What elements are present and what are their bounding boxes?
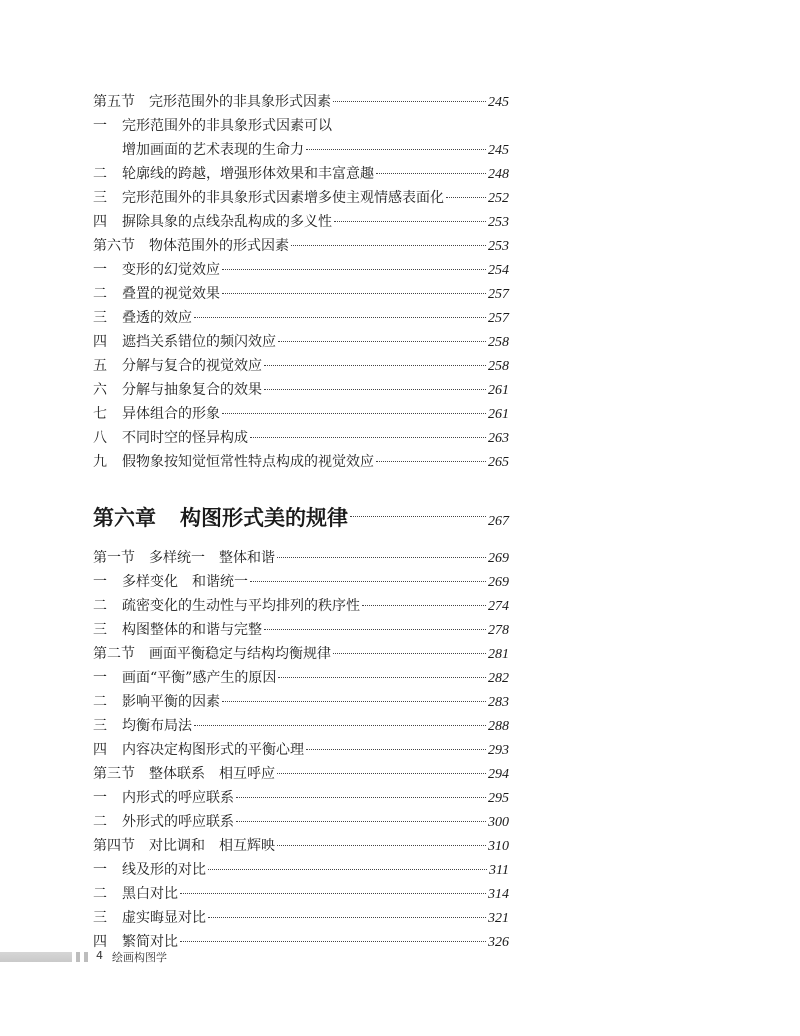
toc-page-number: 269	[488, 575, 509, 590]
toc-section	[93, 546, 509, 570]
toc-page-number: 274	[488, 599, 509, 614]
toc-page-number: 295	[488, 791, 509, 806]
toc-page-number: 294	[488, 767, 509, 782]
dot-leader	[222, 293, 486, 294]
toc-title: 不同时空的怪异构成	[122, 430, 248, 446]
toc-number: 第四节	[93, 838, 135, 854]
toc-page-number: 257	[488, 287, 509, 302]
dot-leader	[194, 317, 486, 318]
toc-page-number: 267	[488, 514, 509, 529]
toc-page-number: 261	[488, 383, 509, 398]
footer-book-title: 绘画构图学	[112, 951, 167, 964]
toc-title: 外形式的呼应联系	[122, 814, 234, 830]
toc-item	[93, 786, 509, 810]
footer-page-number: 4	[96, 949, 103, 962]
dot-leader	[446, 197, 486, 198]
toc-title: 构图形式美的规律	[180, 505, 348, 530]
dot-leader	[222, 269, 486, 270]
dot-leader	[264, 629, 486, 630]
toc-page-number: 310	[488, 839, 509, 854]
dot-leader	[277, 773, 486, 774]
toc-title: 构图整体的和谐与完整	[122, 622, 262, 638]
toc-item	[93, 138, 509, 162]
toc-number: 第六章	[93, 505, 156, 530]
dot-leader	[277, 557, 486, 558]
toc-number: 三	[93, 718, 107, 734]
toc-section	[93, 642, 509, 666]
toc-page-number: 252	[488, 191, 509, 206]
toc-page-number: 283	[488, 695, 509, 710]
toc-number: 三	[93, 310, 107, 326]
toc-title: 黑白对比	[122, 886, 178, 902]
toc-page-number: 257	[488, 311, 509, 326]
toc-page-number: 265	[488, 455, 509, 470]
toc-page-number: 326	[488, 935, 509, 950]
dot-leader	[236, 821, 486, 822]
toc-item	[93, 570, 509, 594]
toc-number: 四	[93, 934, 107, 950]
toc-page-number: 321	[488, 911, 509, 926]
toc-page-number: 293	[488, 743, 509, 758]
toc-number: 二	[93, 694, 107, 710]
toc-number: 九	[93, 454, 107, 470]
toc-page-number: 253	[488, 239, 509, 254]
toc-page-number: 245	[488, 143, 509, 158]
toc-title: 画面“平衡”感产生的原因	[122, 670, 277, 686]
dot-leader	[333, 101, 486, 102]
toc-number: 第三节	[93, 766, 135, 782]
toc-item	[93, 858, 509, 882]
toc-item	[93, 186, 509, 210]
dot-leader	[194, 725, 486, 726]
toc-title: 完形范围外的非具象形式因素可以	[122, 118, 332, 134]
toc-section	[93, 90, 509, 114]
dot-leader	[291, 245, 486, 246]
toc-section	[93, 834, 509, 858]
toc-title: 增加画面的艺术表现的生命力	[122, 142, 304, 158]
dot-leader	[222, 413, 486, 414]
footer-tick	[84, 952, 88, 962]
toc-number: 一	[93, 670, 107, 686]
toc-item	[93, 330, 509, 354]
toc-number: 第二节	[93, 646, 135, 662]
dot-leader	[306, 149, 486, 150]
toc-number: 四	[93, 334, 107, 350]
toc-chapter	[93, 498, 509, 538]
toc-item	[93, 906, 509, 930]
toc-title: 轮廓线的跨越，增强形体效果和丰富意趣	[122, 166, 374, 182]
toc-number: 一	[93, 862, 107, 878]
toc-title: 完形范围外的非具象形式因素	[149, 94, 331, 110]
toc-number: 四	[93, 742, 107, 758]
dot-leader	[250, 437, 486, 438]
toc-number: 二	[93, 598, 107, 614]
toc-item	[93, 738, 509, 762]
toc-section	[93, 762, 509, 786]
toc-title: 叠置的视觉效果	[122, 286, 220, 302]
toc-page-number: 261	[488, 407, 509, 422]
toc-page-number: 278	[488, 623, 509, 638]
toc-title: 多样统一 整体和谐	[149, 550, 275, 566]
toc-number: 一	[93, 574, 107, 590]
toc-number: 二	[93, 166, 107, 182]
toc-number: 五	[93, 358, 107, 374]
toc-page-number: 288	[488, 719, 509, 734]
toc-page-number: 245	[488, 95, 509, 110]
toc-page-number: 258	[488, 335, 509, 350]
toc-number: 二	[93, 886, 107, 902]
toc-item	[93, 402, 509, 426]
dot-leader	[264, 389, 486, 390]
toc-number: 八	[93, 430, 107, 446]
toc-title: 变形的幻觉效应	[122, 262, 220, 278]
toc-title: 多样变化 和谐统一	[122, 574, 248, 590]
toc-number: 四	[93, 214, 107, 230]
toc-number: 三	[93, 910, 107, 926]
toc-title: 异体组合的形象	[122, 406, 220, 422]
dot-leader	[376, 461, 486, 462]
toc-item	[93, 282, 509, 306]
dot-leader	[278, 341, 486, 342]
table-of-contents	[93, 90, 509, 954]
toc-page-number: 253	[488, 215, 509, 230]
toc-title: 叠透的效应	[122, 310, 192, 326]
dot-leader	[208, 869, 487, 870]
dot-leader	[250, 581, 486, 582]
toc-page-number: 300	[488, 815, 509, 830]
dot-leader	[222, 701, 486, 702]
toc-title: 完形范围外的非具象形式因素增多使主观情感表面化	[122, 190, 444, 206]
dot-leader	[306, 749, 486, 750]
toc-page-number: 263	[488, 431, 509, 446]
toc-page-number: 281	[488, 647, 509, 662]
toc-number: 二	[93, 286, 107, 302]
dot-leader	[350, 516, 486, 517]
toc-title: 线及形的对比	[122, 862, 206, 878]
dot-leader	[362, 605, 486, 606]
toc-number: 六	[93, 382, 107, 398]
toc-item	[93, 714, 509, 738]
dot-leader	[180, 941, 486, 942]
toc-item	[93, 882, 509, 906]
toc-title: 繁简对比	[122, 934, 178, 950]
toc-title: 对比调和 相互辉映	[149, 838, 275, 854]
toc-title: 分解与抽象复合的效果	[122, 382, 262, 398]
toc-title: 均衡布局法	[122, 718, 192, 734]
toc-number: 一	[93, 262, 107, 278]
toc-title: 分解与复合的视觉效应	[122, 358, 262, 374]
toc-title: 影响平衡的因素	[122, 694, 220, 710]
toc-page-number: 311	[489, 863, 509, 878]
toc-number: 二	[93, 814, 107, 830]
toc-number: 一	[93, 790, 107, 806]
toc-title: 物体范围外的形式因素	[149, 238, 289, 254]
dot-leader	[236, 797, 486, 798]
toc-title: 虚实晦显对比	[122, 910, 206, 926]
toc-number: 七	[93, 406, 107, 422]
toc-item	[93, 210, 509, 234]
toc-page-number: 254	[488, 263, 509, 278]
dot-leader	[376, 173, 486, 174]
page-footer	[0, 949, 800, 964]
toc-number: 三	[93, 622, 107, 638]
dot-leader	[208, 917, 486, 918]
toc-number: 第五节	[93, 94, 135, 110]
dot-leader	[334, 221, 486, 222]
toc-item	[93, 306, 509, 330]
toc-item	[93, 594, 509, 618]
toc-number: 一	[93, 118, 107, 134]
toc-item	[93, 618, 509, 642]
toc-page-number: 269	[488, 551, 509, 566]
dot-leader	[180, 893, 486, 894]
toc-item	[93, 162, 509, 186]
toc-title: 摒除具象的点线杂乱构成的多义性	[122, 214, 332, 230]
toc-item	[93, 450, 509, 474]
toc-page-number: 258	[488, 359, 509, 374]
toc-item	[93, 114, 509, 138]
toc-title: 疏密变化的生动性与平均排列的秩序性	[122, 598, 360, 614]
toc-item	[93, 810, 509, 834]
toc-title: 画面平衡稳定与结构均衡规律	[149, 646, 331, 662]
dot-leader	[264, 365, 486, 366]
footer-tick	[76, 952, 80, 962]
toc-item	[93, 666, 509, 690]
dot-leader	[278, 677, 486, 678]
toc-title: 内容决定构图形式的平衡心理	[122, 742, 304, 758]
dot-leader	[333, 653, 486, 654]
toc-number: 第六节	[93, 238, 135, 254]
toc-title: 整体联系 相互呼应	[149, 766, 275, 782]
toc-page-number: 282	[488, 671, 509, 686]
footer-bar	[0, 952, 72, 962]
toc-title: 假物象按知觉恒常性特点构成的视觉效应	[122, 454, 374, 470]
toc-number: 三	[93, 190, 107, 206]
toc-number: 第一节	[93, 550, 135, 566]
toc-item	[93, 690, 509, 714]
toc-page-number: 248	[488, 167, 509, 182]
dot-leader	[277, 845, 486, 846]
toc-page-number: 314	[488, 887, 509, 902]
toc-item	[93, 426, 509, 450]
toc-title: 内形式的呼应联系	[122, 790, 234, 806]
toc-item	[93, 258, 509, 282]
toc-item	[93, 378, 509, 402]
toc-title: 遮挡关系错位的频闪效应	[122, 334, 276, 350]
toc-section	[93, 234, 509, 258]
toc-item	[93, 354, 509, 378]
